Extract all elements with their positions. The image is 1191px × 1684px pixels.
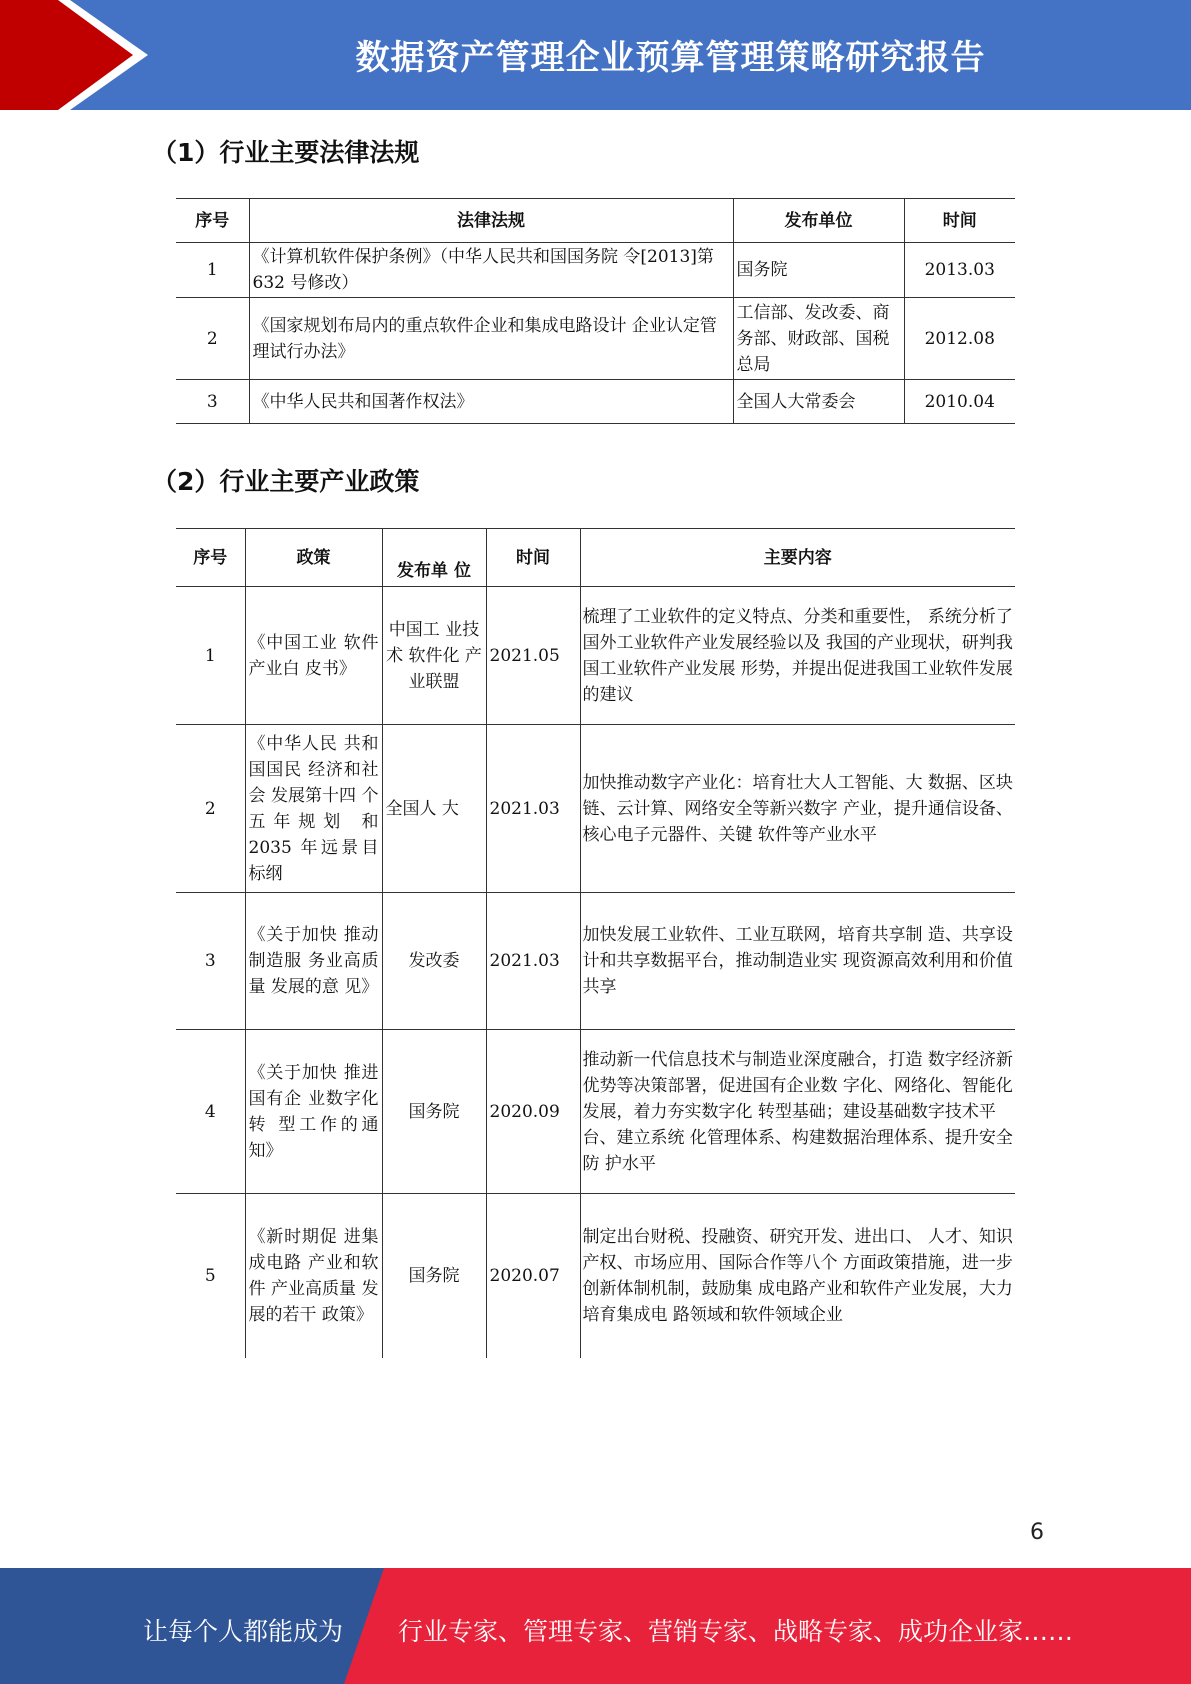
policy-name: 《新时期促 进集成电路 产业和软件 产业高质量 发展的若干 政策》 — [245, 1194, 382, 1358]
issuer: 全国人大常委会 — [733, 380, 904, 424]
table-row — [176, 893, 1015, 1030]
column-header: 政策 — [245, 529, 382, 587]
issuer: 中国工 业技术 软件化 产业联盟 — [382, 587, 486, 725]
laws-table — [176, 198, 1015, 424]
policies-table — [176, 528, 1015, 1358]
column-header: 时间 — [904, 199, 1015, 243]
row-number: 3 — [176, 380, 249, 424]
law-name: 《计算机软件保护条例》（中华人民共和国国务院 令[2013]第 632 号修改） — [249, 243, 733, 298]
date: 2021.03 — [486, 893, 580, 1030]
policy-name: 《中华人民 共和国国民 经济和社会 发展第十四 个五年规划 和 2035 年远景目标纲 — [245, 725, 382, 893]
policy-content: 加快推动数字产业化：培育壮大人工智能、大 数据、区块链、云计算、网络安全等新兴数字 产业，提升通信设备、核心电子元器件、关键 软件等产业水平 — [580, 725, 1015, 893]
table-row — [176, 1194, 1015, 1358]
table-row — [176, 587, 1015, 725]
page-footer — [0, 1568, 1191, 1684]
issuer: 国务院 — [733, 243, 904, 298]
section-heading-policies: （2）行业主要产业政策 — [152, 467, 420, 496]
column-header: 序号 — [176, 529, 245, 587]
column-header: 发布单 位 — [382, 529, 486, 587]
table-row — [176, 380, 1015, 424]
row-number: 4 — [176, 1030, 245, 1194]
policy-name: 《关于加快 推进国有企 业数字化转 型工作的通 知》 — [245, 1030, 382, 1194]
column-header: 时间 — [486, 529, 580, 587]
table-row — [176, 298, 1015, 380]
policy-content: 制定出台财税、投融资、研究开发、进出口、 人才、知识产权、市场应用、国际合作等八个 方面政策措施，进一步创新体制机制，鼓励集 成电路产业和软件产业发展，大力培育集成电 路领域和软件领域企业 — [580, 1194, 1015, 1358]
date: 2021.05 — [486, 587, 580, 725]
date: 2012.08 — [904, 298, 1015, 380]
date: 2020.07 — [486, 1194, 580, 1358]
row-number: 2 — [176, 298, 249, 380]
law-name: 《国家规划布局内的重点软件企业和集成电路设计 企业认定管理试行办法》 — [249, 298, 733, 380]
issuer: 发改委 — [382, 893, 486, 1030]
issuer: 国务院 — [382, 1194, 486, 1358]
row-number: 5 — [204, 1265, 216, 1286]
law-name: 《中华人民共和国著作权法》 — [249, 380, 733, 424]
policy-content: 推动新一代信息技术与制造业深度融合，打造 数字经济新优势等决策部署，促进国有企业数 字化、网络化、智能化发展，着力夯实数字化 转型基础；建设基础数字技术平台、建立系统 化管理体系、构建数据治理体系、提升安全防 护水平 — [580, 1030, 1015, 1194]
issuer: 国务院 — [382, 1030, 486, 1194]
table-header-row — [176, 199, 1015, 243]
column-header: 主要内容 — [580, 529, 1015, 587]
column-header: 序号 — [176, 199, 249, 243]
issuer: 工信部、发改委、商务部、财政部、国税总局 — [733, 298, 904, 380]
footer-slogan-right: 行业专家、管理专家、营销专家、战略专家、成功企业家…… — [398, 1617, 1074, 1646]
row-number: 1 — [176, 243, 249, 298]
date: 2021.03 — [486, 725, 580, 893]
table-header-row — [176, 529, 1015, 587]
row-number: 3 — [176, 893, 245, 1030]
report-title: 数据资产管理企业预算管理策略研究报告 — [355, 38, 986, 78]
policy-name: 《中国工业 软件产业白 皮书》 — [245, 587, 382, 725]
page-number: 6 — [1030, 1520, 1044, 1545]
table-row — [176, 243, 1015, 298]
policy-name: 《关于加快 推动制造服 务业高质量 发展的意 见》 — [245, 893, 382, 1030]
column-header: 法律法规 — [249, 199, 733, 243]
issuer: 全国人 大 — [382, 725, 486, 893]
date: 2013.03 — [904, 243, 1015, 298]
date: 2010.04 — [904, 380, 1015, 424]
row-number: 1 — [176, 587, 245, 725]
row-number: 2 — [176, 725, 245, 893]
policy-content: 加快发展工业软件、工业互联网，培育共享制 造、共享设计和共享数据平台，推动制造业实 现资源高效利用和价值共享 — [580, 893, 1015, 1030]
header-chevron-icon — [0, 0, 160, 110]
column-header: 发布单位 — [733, 199, 904, 243]
policy-content: 梳理了工业软件的定义特点、分类和重要性， 系统分析了国外工业软件产业发展经验以及 我国的产业现状，研判我国工业软件产业发展 形势，并提出促进我国工业软件发展的建议 — [580, 587, 1015, 725]
page-header — [0, 0, 1191, 110]
section-heading-laws: （1）行业主要法律法规 — [152, 138, 420, 167]
footer-slogan-left: 让每个人都能成为 — [143, 1617, 344, 1646]
table-row — [176, 725, 1015, 893]
table-row — [176, 1030, 1015, 1194]
date: 2020.09 — [486, 1030, 580, 1194]
